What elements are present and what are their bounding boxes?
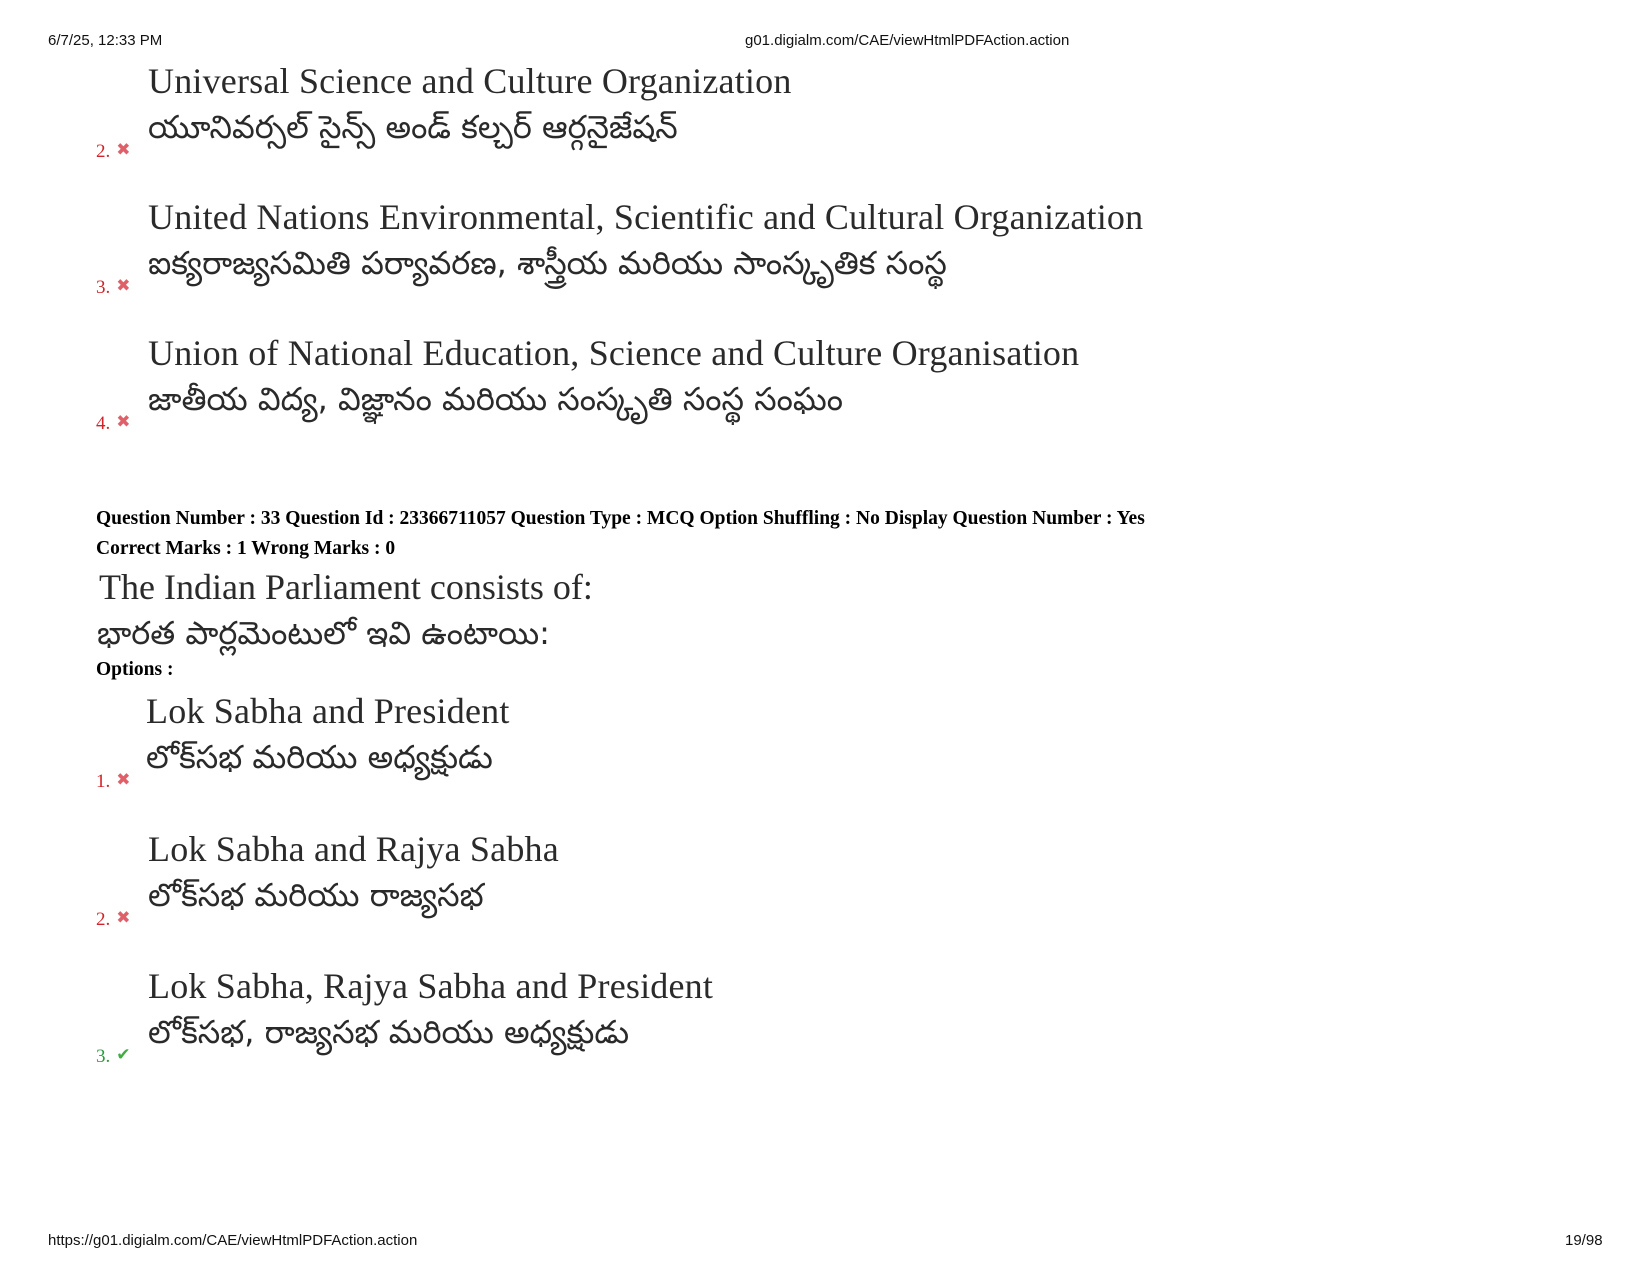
cross-icon: ✖	[116, 276, 131, 295]
cross-icon: ✖	[116, 140, 131, 159]
option-telugu-text: లోక్‌సభ మరియు రాజ్యసభ	[148, 876, 484, 914]
option-number: 4. ✖	[96, 412, 131, 434]
page-number: 19/98	[1565, 1232, 1603, 1249]
option-english-text: Universal Science and Culture Organization	[148, 61, 792, 101]
option-english-text: United Nations Environmental, Scientific and Cultural Organization	[148, 197, 1144, 237]
question-marks: Correct Marks : 1 Wrong Marks : 0	[96, 538, 396, 559]
option-number: 1. ✖	[96, 770, 131, 792]
cross-icon: ✖	[116, 908, 131, 927]
option-telugu-text: లోక్‌సభ, రాజ్యసభ మరియు అధ్యక్షుడు	[148, 1013, 630, 1051]
question-text-telugu: భారత పార్లమెంటులో ఇవి ఉంటాయి:	[97, 614, 550, 652]
options-label: Options :	[96, 659, 174, 680]
option-telugu-text: జాతీయ విద్య, విజ్ఞానం మరియు సంస్కృతి సంస్థ సంఘం	[148, 380, 843, 418]
print-header-url: g01.digialm.com/CAE/viewHtmlPDFAction.action	[745, 32, 1070, 49]
cross-icon: ✖	[116, 412, 131, 431]
check-icon: ✔	[116, 1045, 131, 1064]
print-datetime: 6/7/25, 12:33 PM	[48, 32, 163, 49]
option-english-text: Lok Sabha and President	[146, 691, 510, 731]
option-telugu-text: యూనివర్సల్ సైన్స్ అండ్ కల్చర్ ఆర్గనైజేషన్	[148, 108, 678, 146]
cross-icon: ✖	[116, 770, 131, 789]
option-telugu-text: ఐక్యరాజ్యసమితి పర్యావరణ, శాస్త్రీయ మరియు సాంస్కృతిక సంస్థ	[148, 244, 947, 282]
option-telugu-text: లోక్‌సభ మరియు అధ్యక్షుడు	[146, 738, 493, 776]
option-number: 2. ✖	[96, 140, 131, 162]
option-english-text: Union of National Education, Science and Culture Organisation	[148, 333, 1080, 373]
option-english-text: Lok Sabha, Rajya Sabha and President	[148, 966, 714, 1006]
option-number: 3. ✖	[96, 276, 131, 298]
option-english-text: Lok Sabha and Rajya Sabha	[148, 829, 559, 869]
question-text-english: The Indian Parliament consists of:	[99, 567, 593, 607]
question-meta: Question Number : 33 Question Id : 23366711057 Question Type : MCQ Option Shuffling : No Display Question Number : Yes	[96, 508, 1145, 529]
print-footer-url: https://g01.digialm.com/CAE/viewHtmlPDFAction.action	[48, 1232, 418, 1249]
option-number: 3. ✔	[96, 1045, 131, 1067]
option-number: 2. ✖	[96, 908, 131, 930]
